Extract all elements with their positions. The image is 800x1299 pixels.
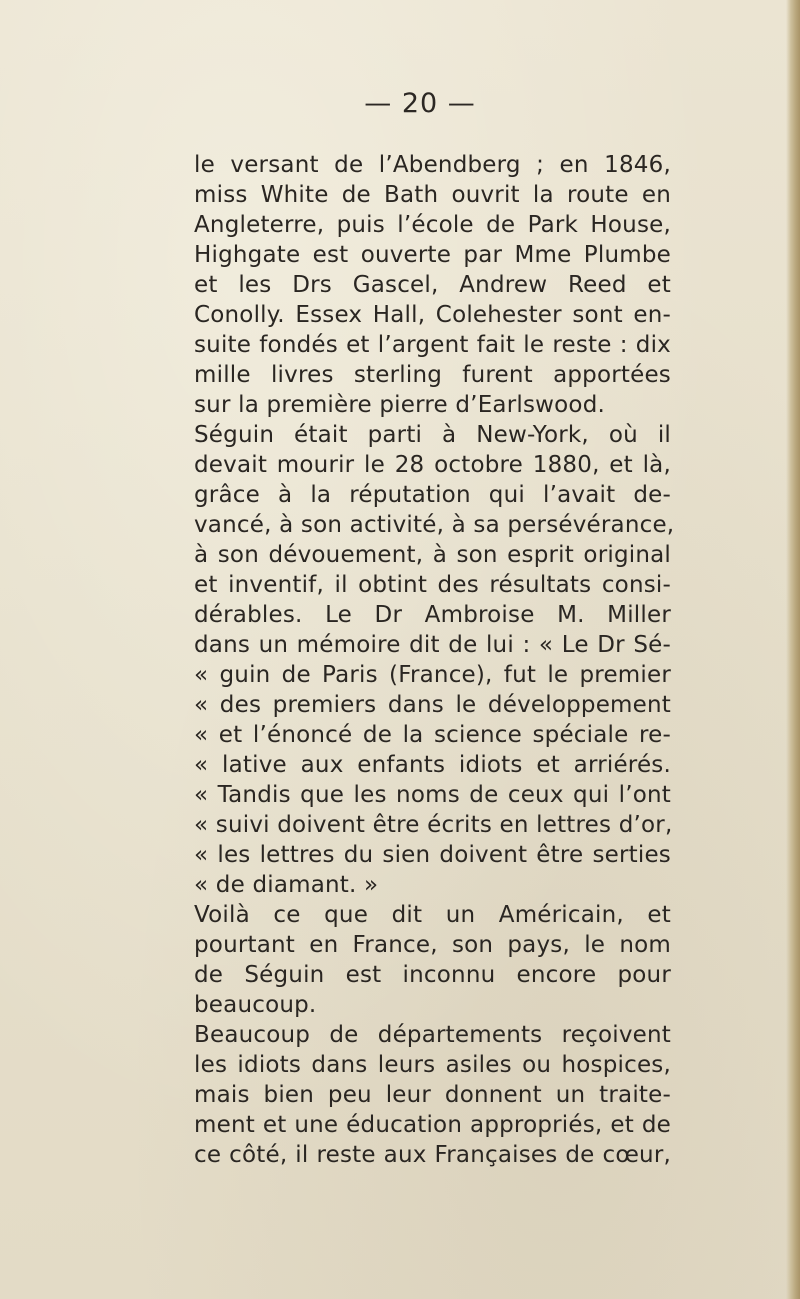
- text-line: Angleterre, puis l’école de Park House,: [194, 212, 671, 238]
- text-line: Beaucoup de départements reçoivent: [194, 1022, 671, 1048]
- text-line: « Tandis que les noms de ceux qui l’ont: [194, 782, 671, 808]
- text-line: « guin de Paris (France), fut le premier: [194, 662, 671, 688]
- page-edge: [786, 0, 800, 1299]
- page-number: — 20 —: [364, 88, 476, 119]
- text-line: mille livres sterling furent apportées: [194, 362, 671, 388]
- text-line: de Séguin est inconnu encore pour: [194, 962, 671, 988]
- text-line: le versant de l’Abendberg ; en 1846,: [194, 152, 671, 178]
- body-text: [194, 150, 675, 1170]
- text-line: miss White de Bath ouvrit la route en: [194, 182, 671, 208]
- text-line: « suivi doivent être écrits en lettres d’or,: [194, 812, 673, 838]
- text-line: devait mourir le 28 octobre 1880, et là,: [194, 452, 671, 478]
- text-line: Highgate est ouverte par Mme Plumbe: [194, 242, 671, 268]
- text-line: les idiots dans leurs asiles ou hospices,: [194, 1052, 671, 1078]
- text-line: ce côté, il reste aux Françaises de cœur,: [194, 1142, 671, 1168]
- text-line: et inventif, il obtint des résultats consi-: [194, 572, 671, 598]
- text-line: dans un mémoire dit de lui : « Le Dr Sé-: [194, 632, 671, 658]
- text-line: grâce à la réputation qui l’avait de-: [194, 482, 671, 508]
- text-line: mais bien peu leur donnent un traite-: [194, 1082, 671, 1108]
- text-line: « de diamant. »: [194, 872, 379, 898]
- text-line: « les lettres du sien doivent être serties: [194, 842, 671, 868]
- text-line: « et l’énoncé de la science spéciale re-: [194, 722, 671, 748]
- text-line: pourtant en France, son pays, le nom: [194, 932, 671, 958]
- text-line: sur la première pierre d’Earlswood.: [194, 392, 606, 418]
- text-line: suite fondés et l’argent fait le reste : dix: [194, 332, 671, 358]
- text-line: vancé, à son activité, à sa persévérance,: [194, 512, 675, 538]
- text-line: « des premiers dans le développement: [194, 692, 671, 718]
- text-line: Séguin était parti à New-York, où il: [194, 422, 671, 448]
- text-line: Voilà ce que dit un Américain, et: [194, 902, 671, 928]
- text-line: « lative aux enfants idiots et arriérés.: [194, 752, 671, 778]
- text-line: à son dévouement, à son esprit original: [194, 542, 671, 568]
- text-line: ment et une éducation appropriés, et de: [194, 1112, 671, 1138]
- text-line: dérables. Le Dr Ambroise M. Miller: [194, 602, 671, 628]
- text-line: Conolly. Essex Hall, Colehester sont en-: [194, 302, 671, 328]
- text-line: beaucoup.: [194, 992, 317, 1018]
- text-line: et les Drs Gascel, Andrew Reed et: [194, 272, 671, 298]
